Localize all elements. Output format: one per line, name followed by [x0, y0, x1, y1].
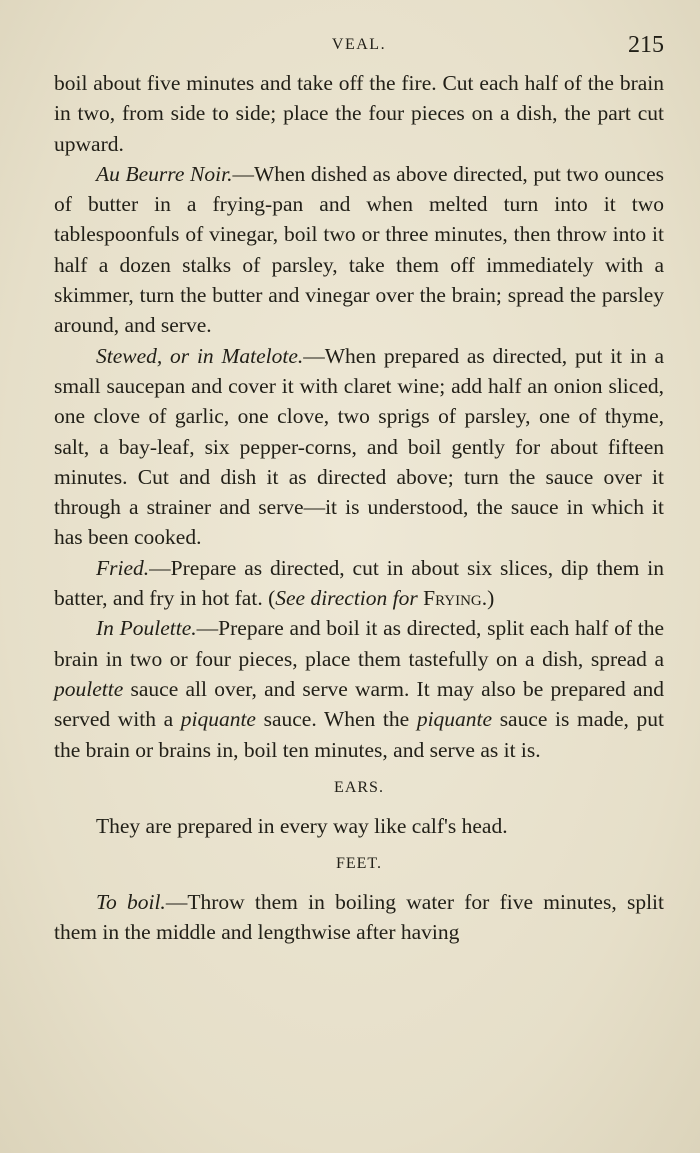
- recipe-body-to-boil: —Throw them in boiling water for five minutes, split them in the middle and lengthwise after having: [54, 890, 664, 945]
- paragraph-feet: [54, 887, 664, 948]
- recipe-title-poulette: In Poulette.: [96, 616, 197, 641]
- cross-reference: (See direction for Frying.): [268, 586, 495, 611]
- running-head: VEAL.: [331, 36, 387, 53]
- recipe-title-stewed: Stewed, or in Matelote.: [96, 343, 304, 368]
- term-poulette: poulette: [54, 676, 124, 701]
- recipe-title-beurre-noir: Au Beurre Noir.: [96, 161, 233, 186]
- recipe-title-fried: Fried.: [96, 555, 150, 580]
- paragraph-beurre-noir: [54, 159, 664, 341]
- paragraph-poulette: In Poulette.—Prepare and boil it as directed, split each half of the brain in two or four pieces, place them tastefully on a dish, spread a poulette sauce all over, and serve warm. It may also be prepared and served with a piquante sauce. When the piquante sauce is made, put the brain or brains in, boil ten minutes, and serve as it is.: [54, 616, 665, 762]
- section-heading-ears: EARS.: [334, 778, 384, 796]
- term-piquante: piquante: [416, 707, 493, 732]
- recipe-title-to-boil: To boil.: [96, 890, 166, 915]
- paragraph-ears: They are prepared in every way like calf's head.: [96, 813, 508, 838]
- term-piquante: piquante: [180, 707, 256, 732]
- recipe-body-stewed: —When prepared as directed, put it in a small saucepan and cover it with claret wine; add half an onion sliced, one clove of garlic, one clove, two sprigs of parsley, one of thyme, salt, a bay-leaf, six pepper-corns, and boil gently for about fifteen minutes. Cut and dish it as directed above; turn the sauce over it through a strainer and serve—it is understood, the sauce in which it has been cooked.: [54, 343, 664, 550]
- paragraph-stewed: [54, 341, 664, 553]
- recipe-body-fried: —Prepare as directed, cut in about six slices, dip them in batter, and fry in hot fat.: [54, 555, 664, 611]
- paragraph-fried: [54, 553, 664, 614]
- page-number: 215: [628, 32, 664, 58]
- recipe-body-beurre-noir: —When dished as above directed, put two ounces of butter in a frying-pan and when melted turn into it two tablespoonfuls of vinegar, boil two or three minutes, then throw into it half a dozen stalks of parsley, take them off immediately with a skimmer, turn the butter and vinegar over the brain; spread the parsley around, and serve.: [54, 161, 665, 338]
- page-header: [54, 28, 664, 68]
- paragraph-brain-continued: boil about five minutes and take off the fire. Cut each half of the brain in two, from side to side; place the four pieces on a dish, the part cut upward.: [54, 71, 664, 156]
- body-text: [54, 68, 664, 948]
- section-heading-feet: FEET.: [335, 855, 383, 873]
